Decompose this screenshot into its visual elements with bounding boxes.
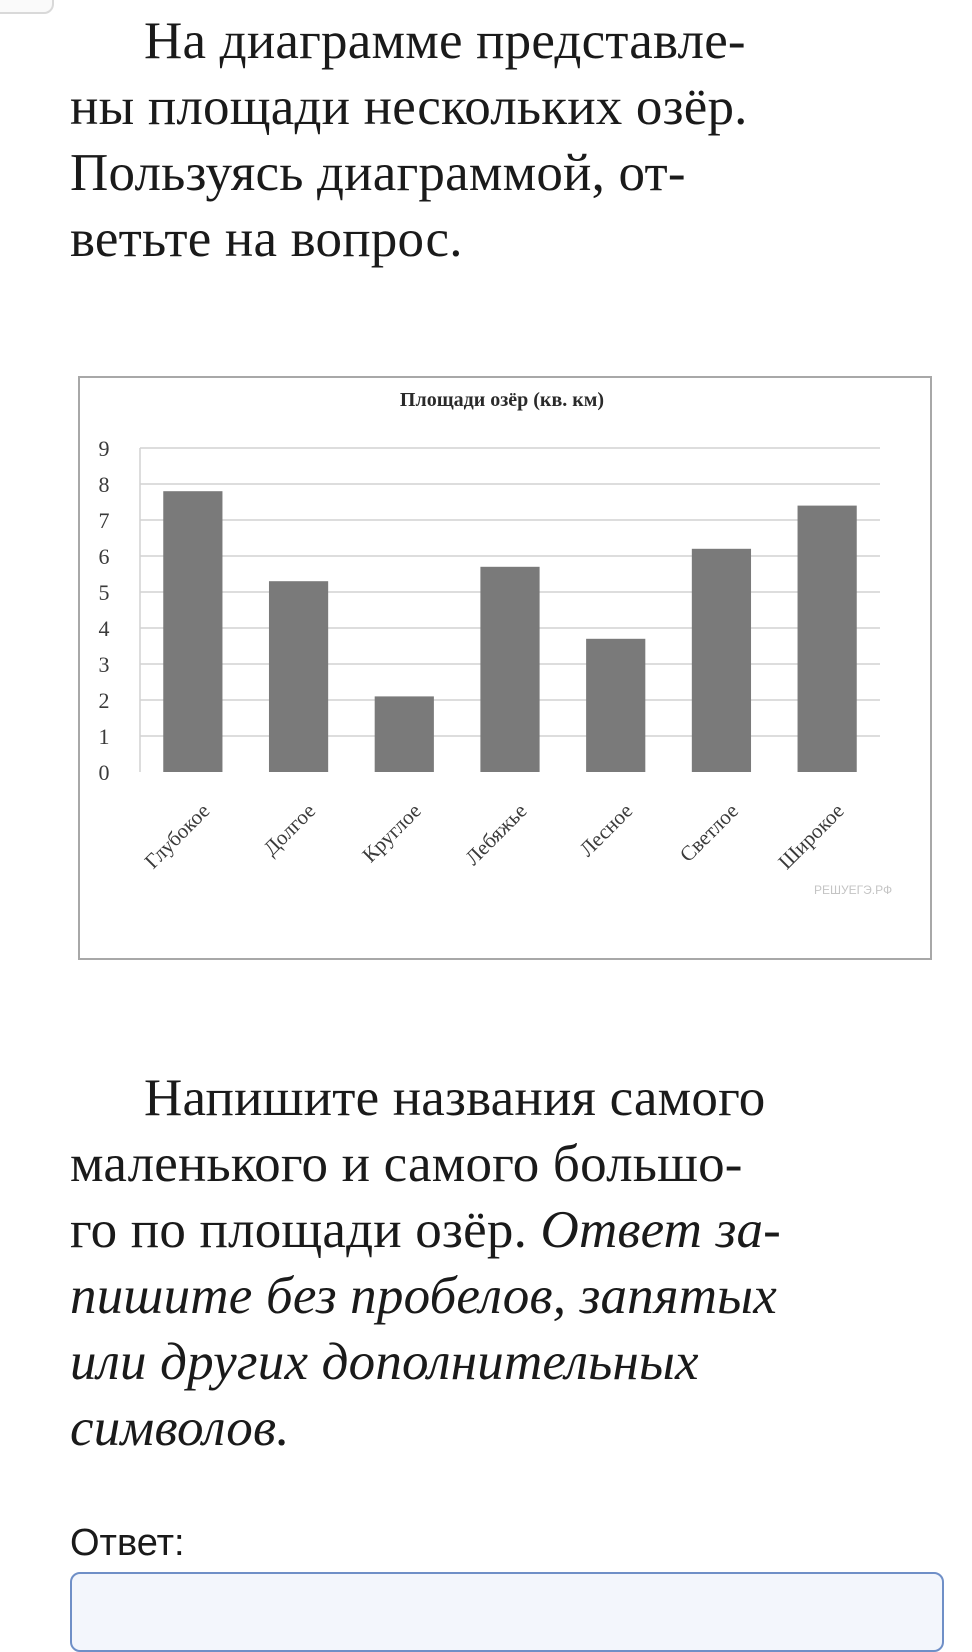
y-tick-label: 9 xyxy=(98,436,110,461)
x-tick-label: Круглое xyxy=(357,798,426,868)
y-tick-label: 2 xyxy=(98,688,110,713)
chart-title: Площади озёр (кв. км) xyxy=(399,389,605,411)
x-tick-label: Широкое xyxy=(773,798,849,874)
question-line-1: Напишите названия самого xyxy=(144,1069,766,1127)
x-tick-label: Светлое xyxy=(674,798,743,867)
bar xyxy=(375,696,434,772)
y-tick-label: 8 xyxy=(98,472,110,497)
answer-label: Ответ: xyxy=(70,1522,185,1564)
question-line-2: маленького и самого большо- xyxy=(70,1135,743,1193)
y-tick-label: 7 xyxy=(98,508,110,533)
y-tick-label: 5 xyxy=(98,580,110,605)
question-paragraph xyxy=(70,1065,950,1461)
y-tick-label: 0 xyxy=(98,760,110,785)
corner-tab xyxy=(0,0,54,14)
question-line-4: пишите без пробелов, запятых xyxy=(70,1267,777,1325)
y-tick-label: 4 xyxy=(98,616,110,641)
x-axis-ticks xyxy=(140,799,849,874)
bar xyxy=(269,581,328,772)
y-tick-label: 6 xyxy=(98,544,110,569)
intro-paragraph xyxy=(70,8,950,272)
bar xyxy=(798,506,857,772)
bar xyxy=(692,549,751,772)
chart-frame xyxy=(78,376,932,960)
x-tick-label: Лебяжье xyxy=(460,798,532,870)
x-tick-label: Долгое xyxy=(258,798,321,861)
question-line-3: го по площади озёр. xyxy=(70,1201,541,1259)
question-line-3-italic: Ответ за- xyxy=(540,1201,782,1259)
intro-line-2: ны площади нескольких озёр. xyxy=(70,78,748,136)
bar xyxy=(163,491,222,772)
answer-input[interactable] xyxy=(70,1572,944,1652)
bar xyxy=(480,567,539,772)
x-tick-label: Глубокое xyxy=(139,798,215,874)
bar-chart xyxy=(80,378,930,958)
bars xyxy=(163,491,856,772)
x-tick-label: Лесное xyxy=(574,798,638,862)
y-tick-label: 3 xyxy=(98,652,110,677)
question-line-6: символов. xyxy=(70,1399,290,1457)
intro-line-1: На диаграмме представле- xyxy=(144,12,746,70)
question-line-5: или других дополнительных xyxy=(70,1333,699,1391)
y-tick-label: 1 xyxy=(98,724,110,749)
y-axis-ticks xyxy=(99,436,110,785)
intro-line-4: ветьте на вопрос. xyxy=(70,210,463,268)
bar xyxy=(586,639,645,772)
watermark: РЕШУЕГЭ.РФ xyxy=(814,883,893,897)
intro-line-3: Пользуясь диаграммой, от- xyxy=(70,144,686,202)
